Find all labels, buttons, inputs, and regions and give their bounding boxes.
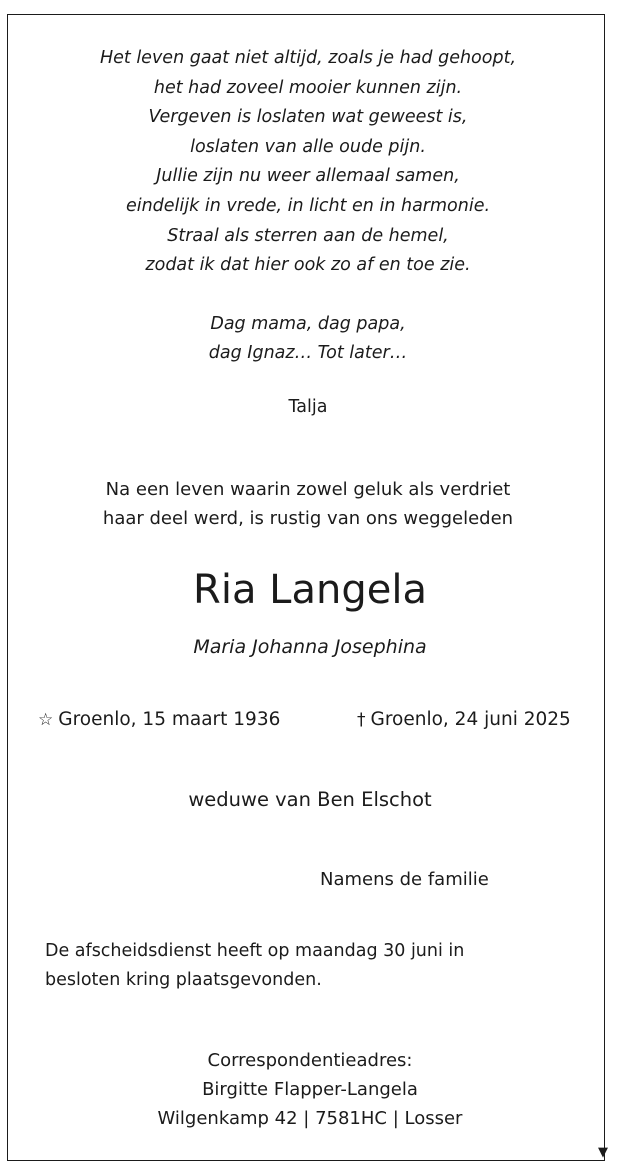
cross-icon: † bbox=[357, 710, 366, 730]
poem-line: eindelijk in vrede, in licht en in harmonie. bbox=[125, 195, 491, 216]
widow-of: weduwe van Ben Elschot bbox=[188, 788, 432, 811]
address-label: Correspondentieadres: bbox=[207, 1050, 413, 1071]
poem-line: zodat ik dat hier ook zo af en toe zie. bbox=[145, 255, 471, 276]
address-name: Birgitte Flapper-Langela bbox=[202, 1079, 418, 1100]
poem-line: het had zoveel mooier kunnen zijn. bbox=[153, 77, 463, 98]
poem-line: Vergeven is loslaten wat geweest is, bbox=[148, 107, 468, 128]
intro-line: haar deel werd, is rustig van ons weggeleden bbox=[102, 507, 514, 529]
intro-line: Na een leven waarin zowel geluk als verdriet bbox=[105, 479, 511, 500]
poem bbox=[0, 44, 616, 369]
death-info bbox=[357, 706, 571, 734]
poem-line: Straal als sterren aan de hemel, bbox=[167, 225, 449, 246]
birth-info bbox=[38, 706, 280, 734]
star-icon: ☆ bbox=[38, 710, 54, 730]
birth-text: Groenlo, 15 maart 1936 bbox=[58, 709, 281, 730]
address-street: Wilgenkamp 42 | 7581HC | Losser bbox=[157, 1108, 463, 1129]
intro-text bbox=[0, 476, 616, 533]
farewell-line: dag Ignaz… Tot later… bbox=[208, 343, 408, 364]
death-text: Groenlo, 24 juni 2025 bbox=[370, 709, 571, 730]
farewell-line: Dag mama, dag papa, bbox=[210, 313, 406, 334]
poem-signer: Talja bbox=[288, 397, 328, 417]
service-line: De afscheidsdienst heeft op maandag 30 juni in bbox=[45, 941, 465, 961]
poem-stanza-gap bbox=[0, 281, 616, 310]
poem-line: loslaten van alle oude pijn. bbox=[190, 136, 426, 157]
correspondence-address bbox=[0, 1046, 620, 1133]
family-signature: Namens de familie bbox=[320, 869, 489, 890]
scroll-down-arrow-icon: ▼ bbox=[598, 1145, 608, 1160]
service-notice bbox=[45, 937, 585, 995]
poem-line: Jullie zijn nu weer allemaal samen, bbox=[156, 166, 460, 187]
deceased-full-name: Maria Johanna Josephina bbox=[193, 636, 427, 658]
deceased-name: Ria Langela bbox=[193, 567, 427, 613]
service-line: besloten kring plaatsgevonden. bbox=[45, 970, 322, 990]
poem-line: Het leven gaat niet altijd, zoals je had gehoopt, bbox=[99, 48, 517, 68]
